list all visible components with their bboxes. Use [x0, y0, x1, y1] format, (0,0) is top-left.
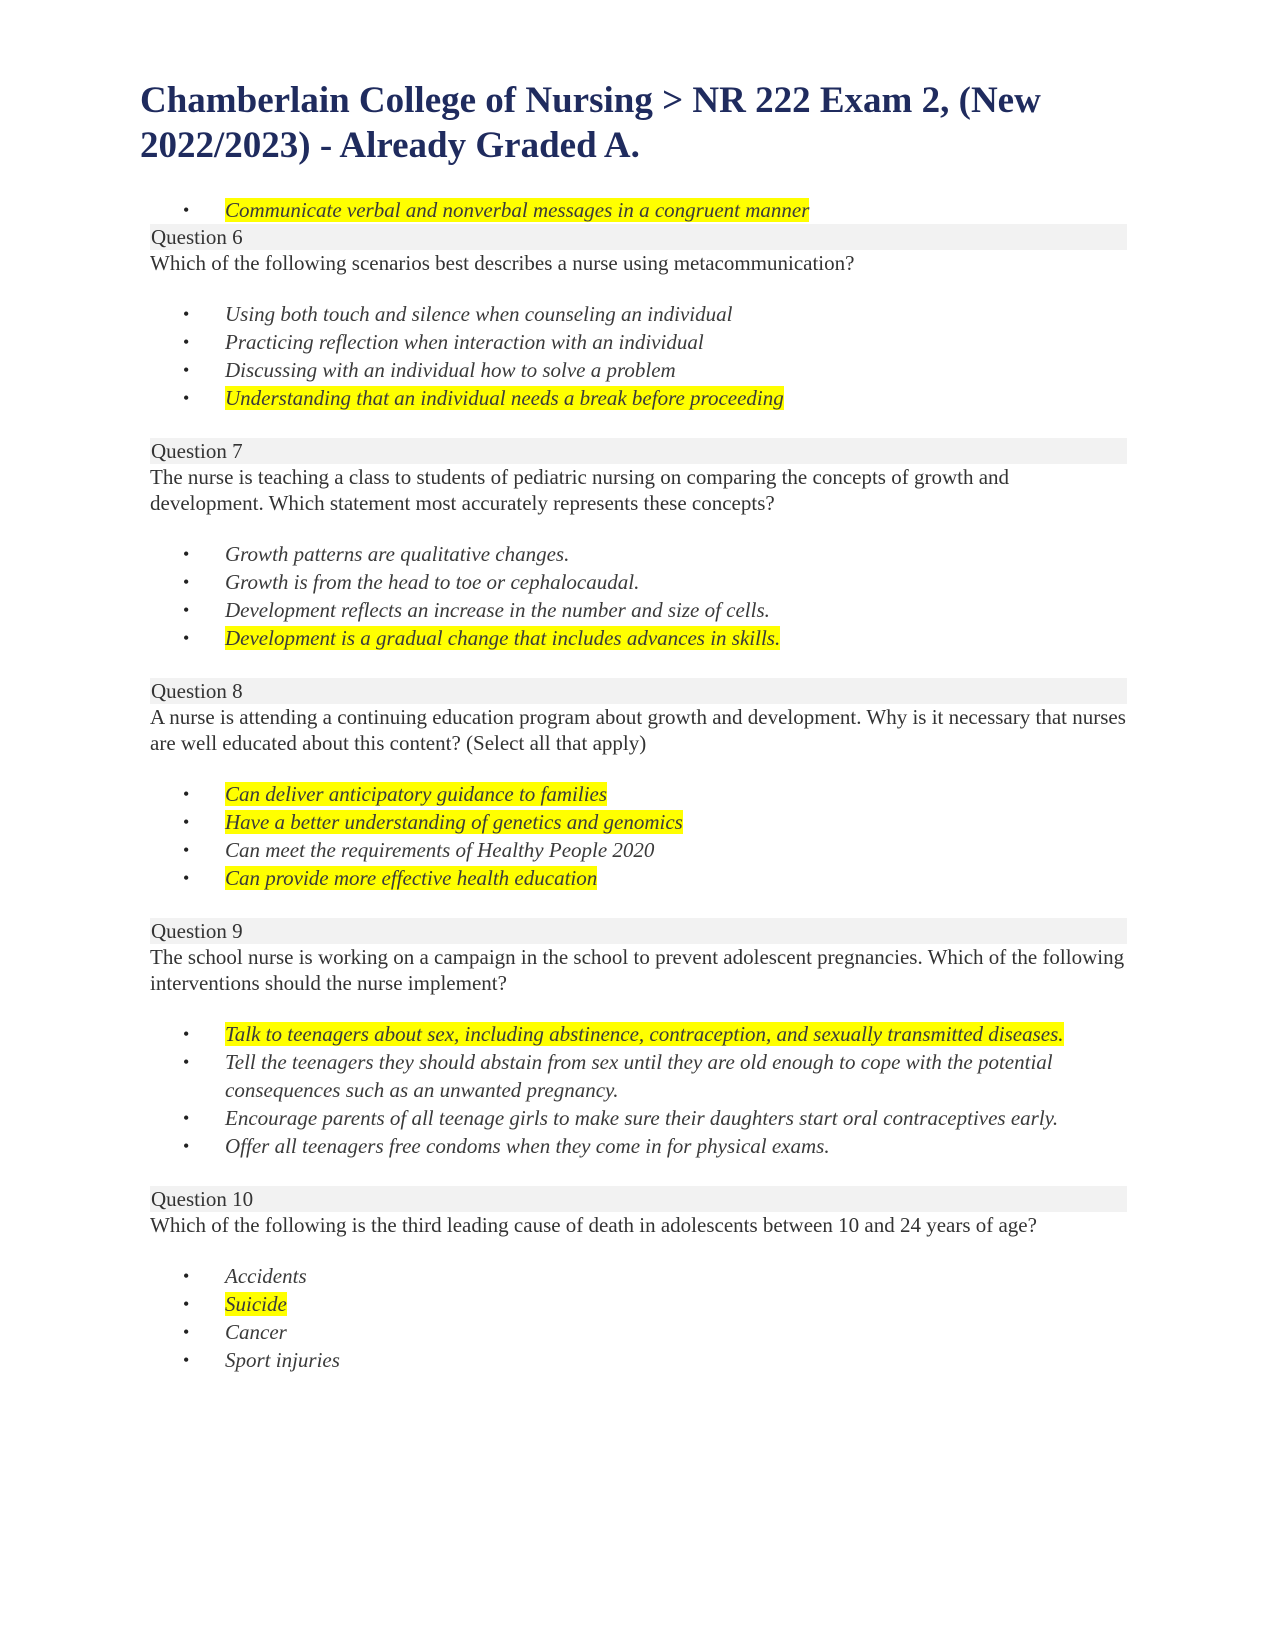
answer-text: Communicate verbal and nonverbal messages in a congruent manner [225, 198, 810, 222]
answer-text: Discussing with an individual how to solve a problem [225, 358, 676, 382]
answer-text: Can deliver anticipatory guidance to families [225, 782, 608, 806]
answer-list [150, 780, 1127, 892]
answer-text: Suicide [225, 1292, 287, 1316]
question-header: Question 6 [150, 224, 1127, 250]
answer-text: Tell the teenagers they should abstain from sex until they are old enough to cope with the potential consequences such as an unwanted pregnancy. [225, 1050, 1053, 1102]
question-text: The nurse is teaching a class to students of pediatric nursing on comparing the concepts of growth and development. Which statement most accurately represents these concepts? [150, 465, 1010, 515]
answer-item [225, 836, 1127, 864]
answer-text: Can meet the requirements of Healthy People 2020 [225, 838, 655, 862]
answer-item [225, 1132, 1127, 1160]
answer-text: Offer all teenagers free condoms when they come in for physical exams. [225, 1134, 830, 1158]
answer-item [225, 624, 1127, 652]
answer-text: Cancer [225, 1320, 287, 1344]
answer-item [225, 864, 1127, 892]
answer-text: Encourage parents of all teenage girls to make sure their daughters start oral contraceptives early. [225, 1106, 1059, 1130]
question-header: Question 9 [150, 918, 1127, 944]
answer-list [150, 540, 1127, 652]
answer-item [225, 1020, 1127, 1048]
question-header: Question 10 [150, 1186, 1127, 1212]
answer-text: Growth patterns are qualitative changes. [225, 542, 570, 566]
answer-item [225, 1262, 1127, 1290]
answer-item [225, 1104, 1127, 1132]
answer-item [225, 300, 1127, 328]
answer-item [225, 384, 1127, 412]
answer-item [225, 1290, 1127, 1318]
question-header: Question 8 [150, 678, 1127, 704]
answer-text: Growth is from the head to toe or cephalocaudal. [225, 570, 640, 594]
answer-text: Can provide more effective health education [225, 866, 598, 890]
answer-text: Accidents [225, 1264, 307, 1288]
answer-text: Development reflects an increase in the number and size of cells. [225, 598, 770, 622]
answer-text: Sport injuries [225, 1348, 340, 1372]
answer-item [225, 1048, 1127, 1104]
question-block [150, 678, 1127, 892]
answer-item [225, 808, 1127, 836]
answer-text: Practicing reflection when interaction with an individual [225, 330, 704, 354]
question-block [150, 918, 1127, 1160]
answer-text: Have a better understanding of genetics and genomics [225, 810, 683, 834]
question-text: Which of the following is the third leading cause of death in adolescents between 10 and 24 years of age? [150, 1213, 1037, 1237]
answer-item [225, 540, 1127, 568]
question-block [150, 224, 1127, 412]
question-text: The school nurse is working on a campaign in the school to prevent adolescent pregnancies. Which of the following interventions should the nurse implement? [150, 945, 1125, 995]
answer-item [225, 596, 1127, 624]
answer-item [225, 356, 1127, 384]
answer-text: Understanding that an individual needs a break before proceeding [225, 386, 784, 410]
question-text: Which of the following scenarios best describes a nurse using metacommunication? [150, 251, 855, 275]
answer-item [225, 1346, 1127, 1374]
question-block [150, 1186, 1127, 1374]
answer-item [225, 1318, 1127, 1346]
page-title: Chamberlain College of Nursing > NR 222 Exam 2, (New 2022/2023) - Already Graded A. [140, 80, 1041, 166]
answer-text: Using both touch and silence when counseling an individual [225, 302, 733, 326]
answer-item [225, 328, 1127, 356]
answer-list [150, 1262, 1127, 1374]
answer-item [225, 568, 1127, 596]
question-block [150, 438, 1127, 652]
question-text: A nurse is attending a continuing education program about growth and development. Why is it necessary that nurses are well educated about this content? (Select all that apply) [150, 705, 1126, 755]
question-header: Question 7 [150, 438, 1127, 464]
answer-text: Development is a gradual change that includes advances in skills. [225, 626, 781, 650]
answer-item [225, 780, 1127, 808]
carryover-answer-list [150, 196, 1127, 224]
answer-list [150, 300, 1127, 412]
document-body [150, 196, 1127, 1400]
answer-list [150, 1020, 1127, 1160]
answer-item [225, 196, 1127, 224]
answer-text: Talk to teenagers about sex, including abstinence, contraception, and sexually transmitted diseases. [225, 1022, 1064, 1046]
